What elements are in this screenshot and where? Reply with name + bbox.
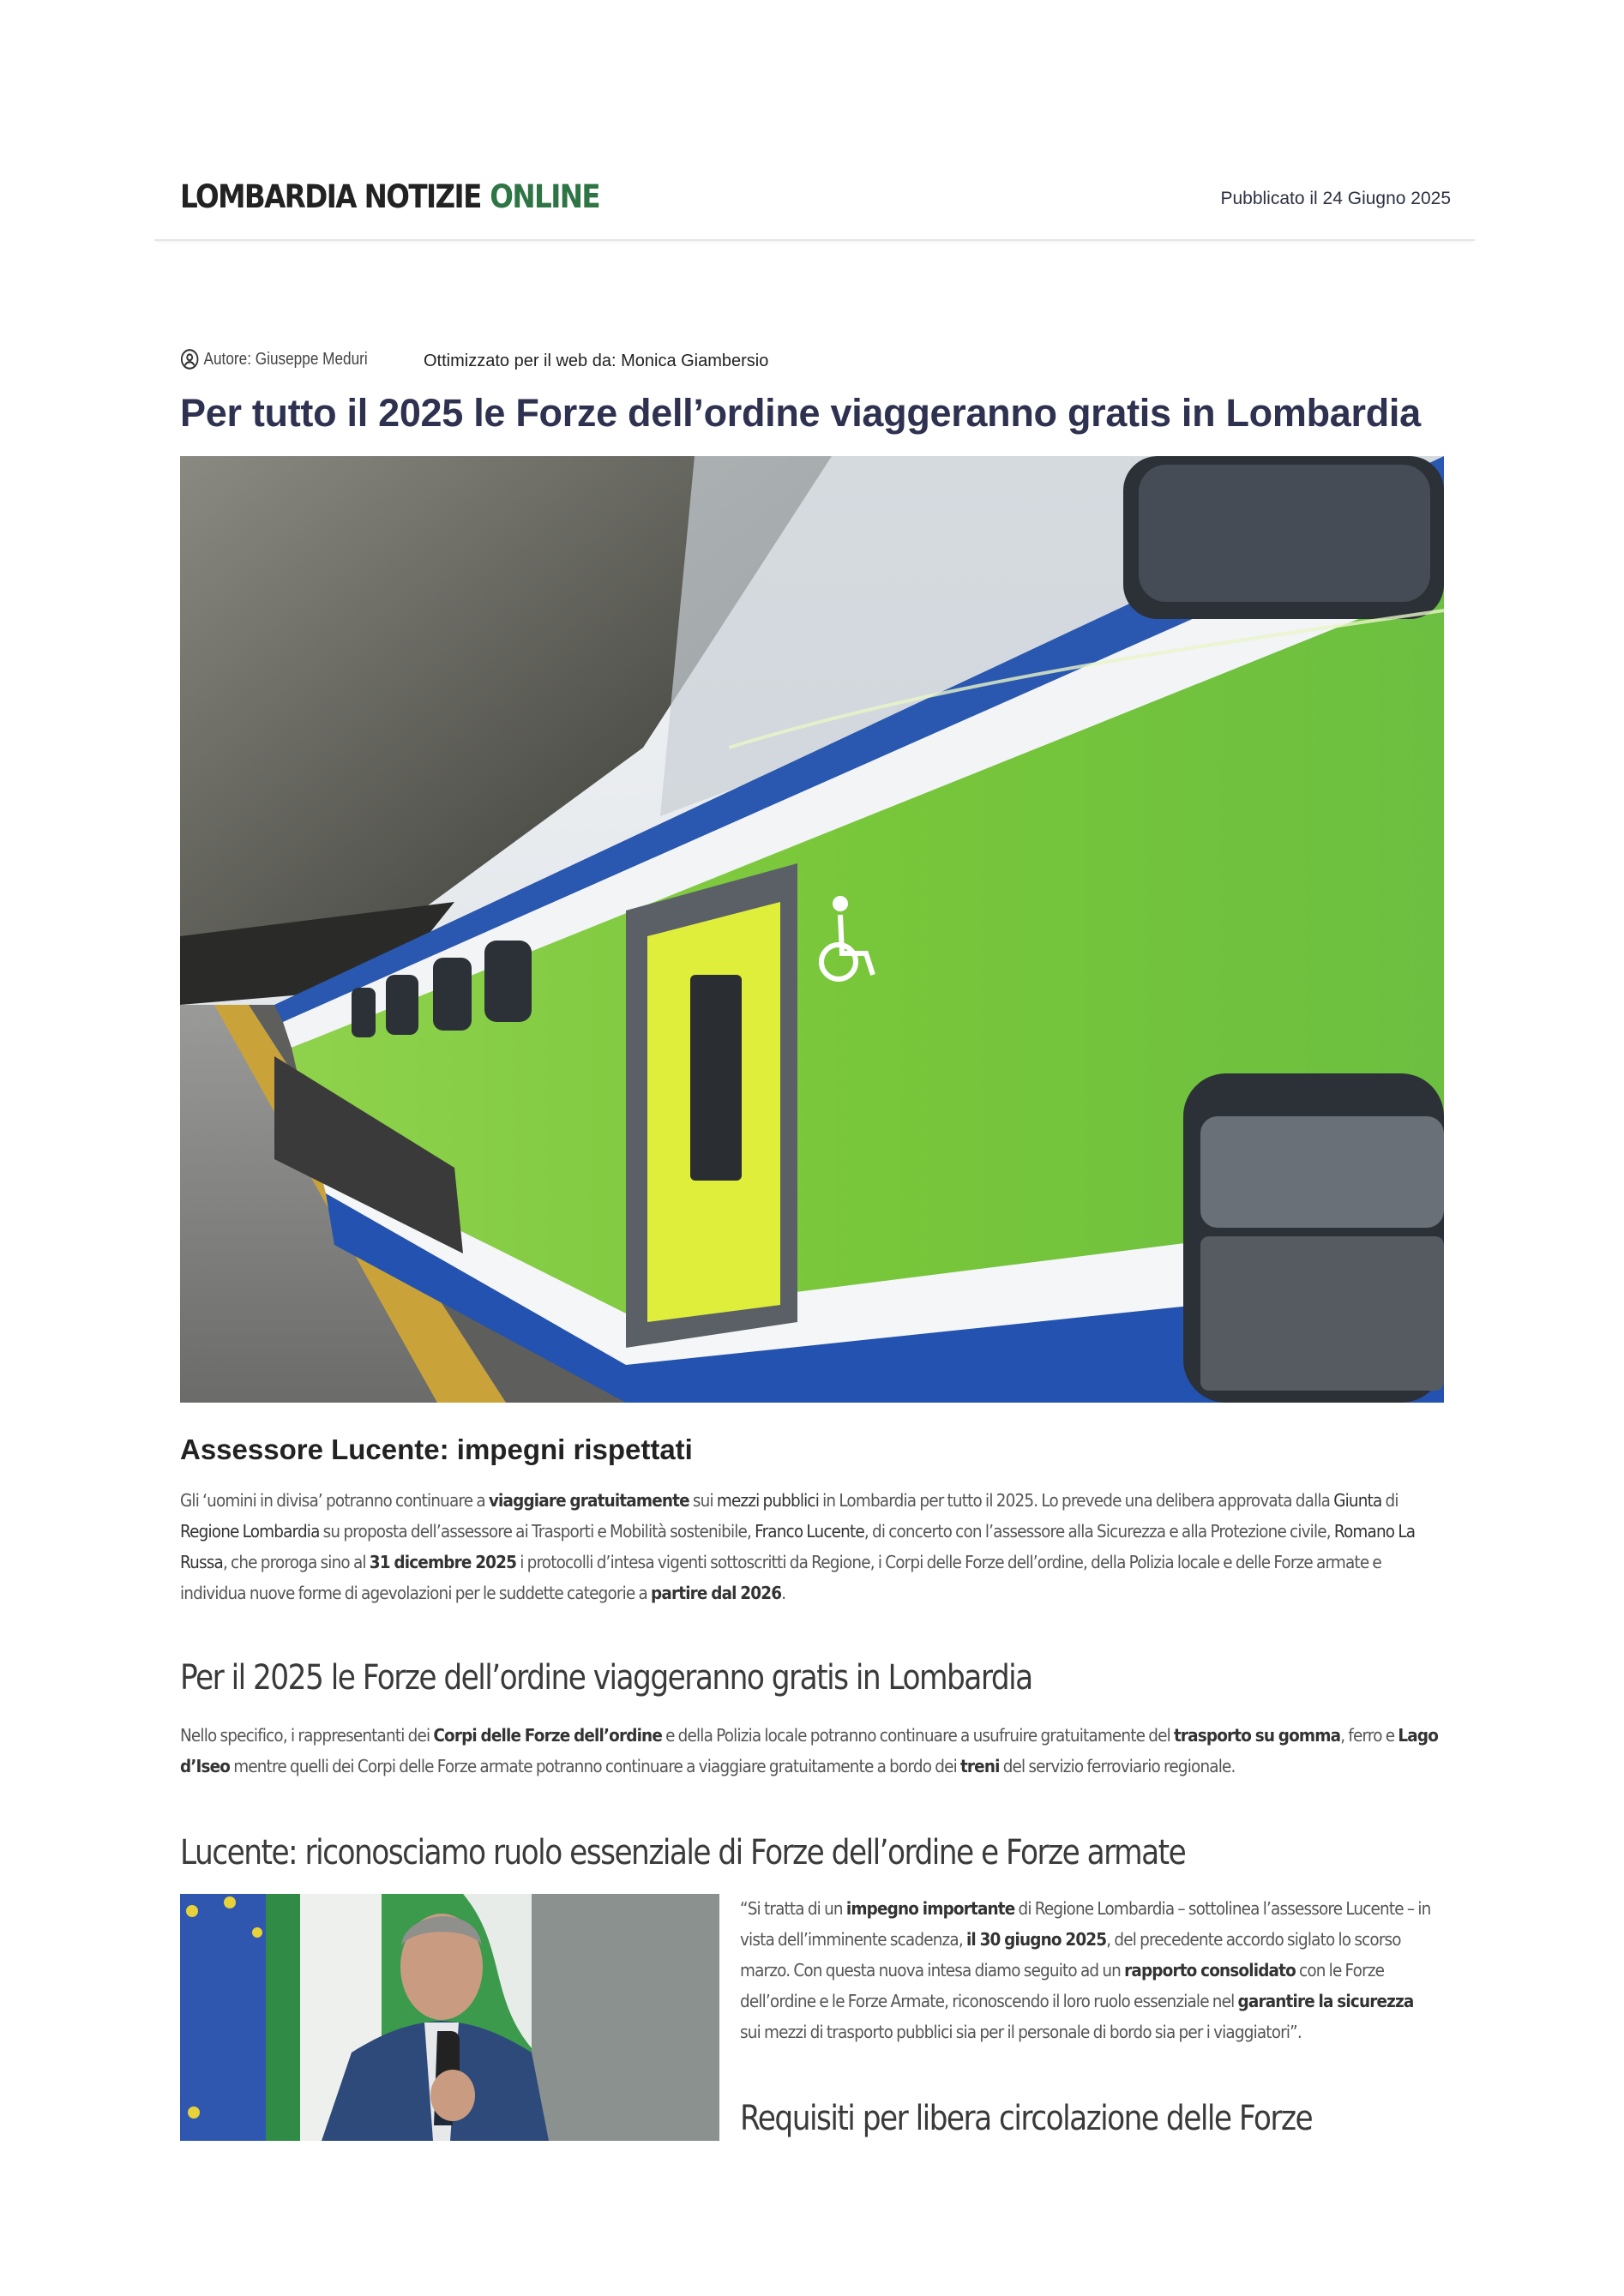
- emphasis: rapporto consolidato: [1124, 1960, 1296, 1980]
- article-title: Per tutto il 2025 le Forze dell’ordine viaggeranno gratis in Lombardia: [180, 391, 1421, 435]
- optimized-by: Ottimizzato per il web da: Monica Giambersio: [424, 352, 769, 370]
- emphasis: il 30 giugno 2025: [965, 1929, 1107, 1950]
- user-circle-icon: [180, 348, 199, 370]
- keyword: Regione Lombardia: [180, 1521, 320, 1542]
- site-logo[interactable]: [180, 178, 599, 215]
- emphasis: Lago d’Iseo: [180, 1725, 1439, 1776]
- paragraph-intro: Gli ‘uomini in divisa’ potranno continuare a viaggiare gratuitamente sui mezzi pubblici in Lombardia per tutto il 2025. Lo prevede una delibera approvata dalla Giunta di Regione Lombardia su proposta dell’assessore ai Trasporti e Mobilità sostenibile, Franco Lucente, di concerto con l’assessore alla Sicurezza e alla Protezione civile, Romano La Russa, che proroga sino al 31 dicembre 2025 i protocolli d’intesa vigenti sottoscritti da Regione, i Corpi delle Forze dell’ordine, della Polizia locale e delle Forze armate e individua nuove forme di agevolazioni per le suddette categorie a partire dal 2026.: [180, 1490, 1416, 1603]
- author-byline: [180, 348, 368, 370]
- section-heading-gratis: Per il 2025 le Forze dell’ordine viaggeranno gratis in Lombardia: [180, 1658, 1032, 1698]
- section-heading-ruolo: Lucente: riconosciamo ruolo essenziale di Forze dell’ordine e Forze armate: [180, 1833, 1186, 1872]
- section-heading-impegni: Assessore Lucente: impegni rispettati: [180, 1433, 693, 1465]
- keyword: Romano La Russa: [180, 1521, 1416, 1572]
- brand-main: LOMBARDIA NOTIZIE: [180, 178, 481, 215]
- keyword: Giunta: [1333, 1490, 1382, 1511]
- publish-date: Pubblicato il 24 Giugno 2025: [1220, 189, 1451, 208]
- section-heading-requisiti: Requisiti per libera circolazione delle Forze: [740, 2099, 1313, 2138]
- keyword: Franco Lucente: [755, 1521, 864, 1542]
- emphasis: partire dal 2026: [651, 1583, 782, 1603]
- speaker-illustration: [180, 1894, 719, 2141]
- emphasis: treni: [959, 1756, 1000, 1776]
- article-meta: [180, 346, 769, 372]
- hero-image-train: [180, 456, 1444, 1403]
- train-illustration: [180, 456, 1444, 1403]
- emphasis: impegno importante: [845, 1898, 1015, 1919]
- site-header: [154, 154, 1475, 241]
- emphasis: 31 dicembre 2025: [369, 1552, 517, 1572]
- keyword: mezzi pubblici: [716, 1490, 820, 1511]
- photo-assessore-lucente: [180, 1894, 719, 2141]
- emphasis: viaggiare gratuitamente: [488, 1490, 689, 1511]
- author-name: Autore: Giuseppe Meduri: [203, 349, 368, 369]
- emphasis: Corpi delle Forze dell’ordine: [433, 1725, 662, 1746]
- emphasis: trasporto su gomma: [1173, 1725, 1341, 1746]
- quote-lucente: “Si tratta di un impegno importante di Regione Lombardia – sottolinea l’assessore Lucente – in vista dell’imminente scadenza, il 30 giugno 2025, del precedente accordo siglato lo scorso marzo. Con questa nuova intesa diamo seguito ad un rapporto consolidato con le Forze dell’ordine e le Forze Armate, riconoscendo il loro ruolo essenziale nel garantire la sicurezza sui mezzi di trasporto pubblici sia per il personale di bordo sia per i viaggiatori”.: [740, 1898, 1431, 2042]
- brand-accent: ONLINE: [490, 178, 600, 215]
- emphasis: garantire la sicurezza: [1237, 1991, 1414, 2011]
- paragraph-dettagli: Nello specifico, i rappresentanti dei Corpi delle Forze dell’ordine e della Polizia locale potranno continuare a usufruire gratuitamente del trasporto su gomma, ferro e Lago d’Iseo mentre quelli dei Corpi delle Forze armate potranno continuare a viaggiare gratuitamente a bordo dei treni del servizio ferroviario regionale.: [180, 1725, 1439, 1776]
